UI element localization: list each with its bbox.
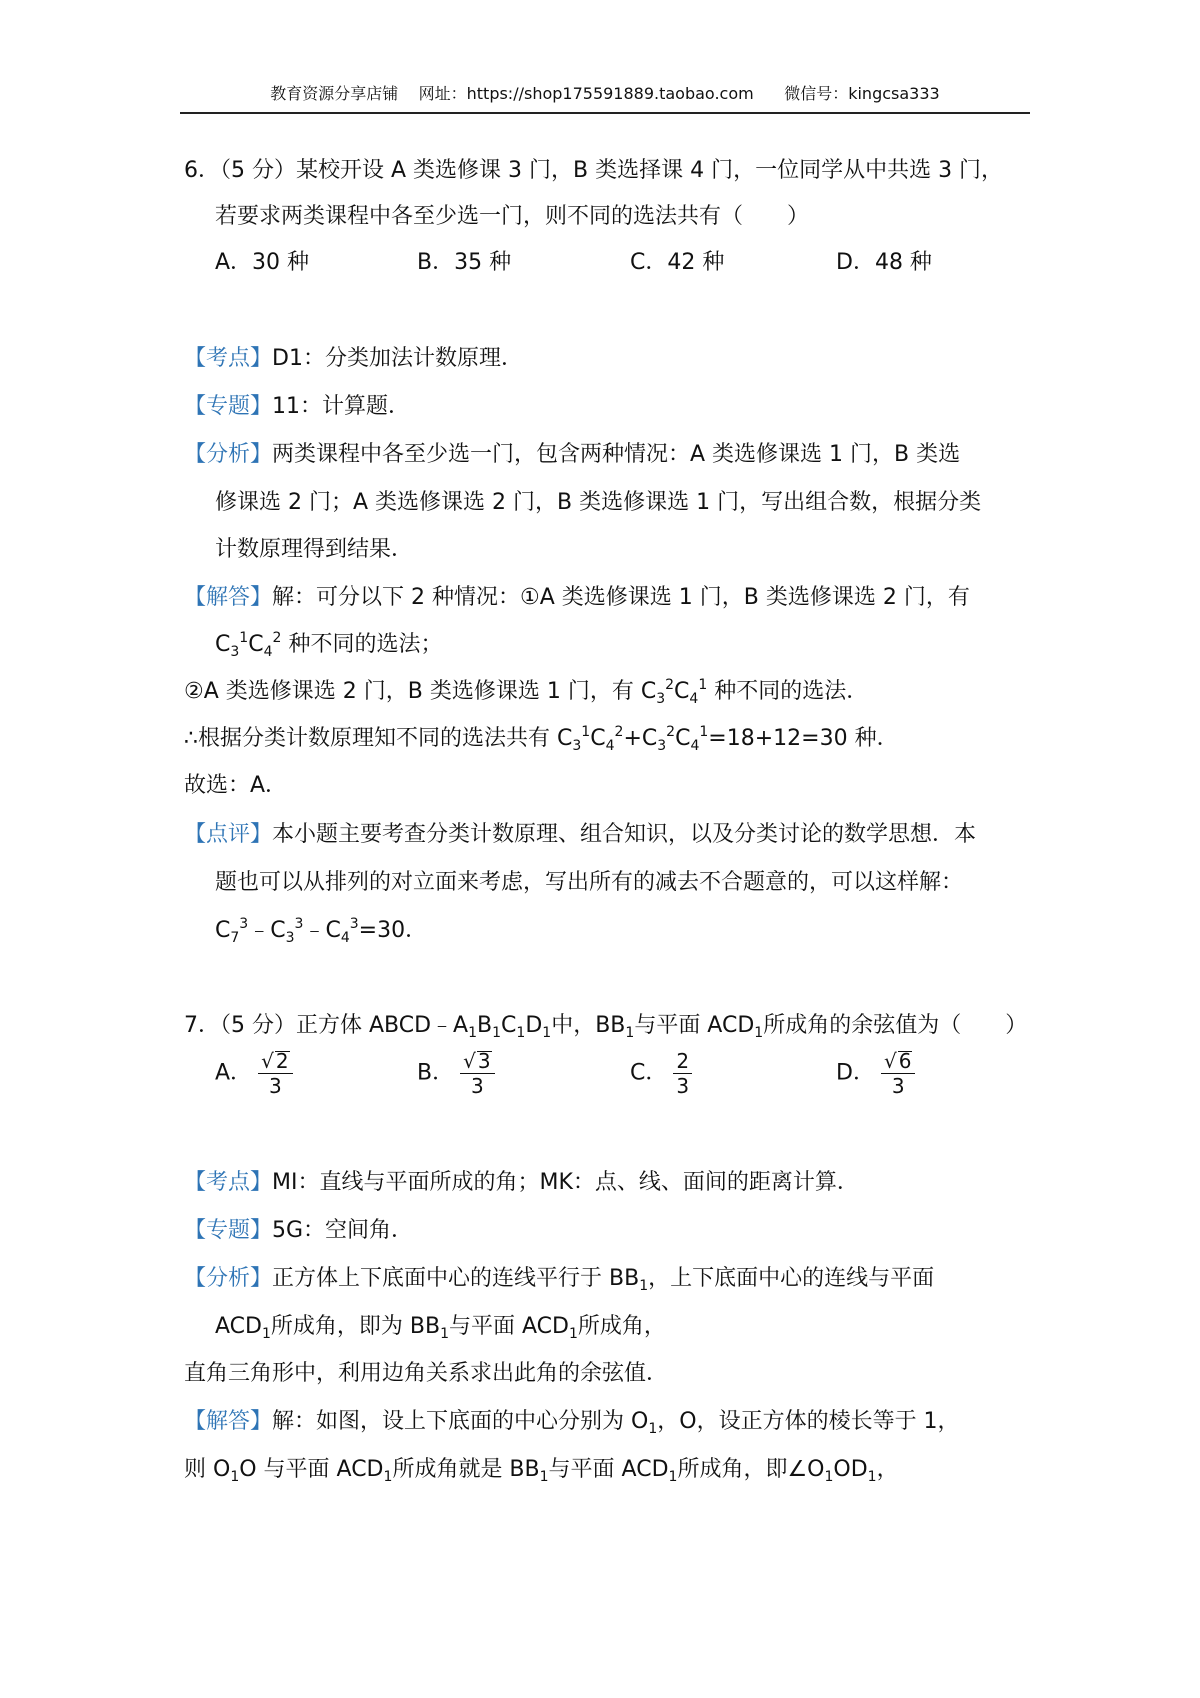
q7-zhuanti: 【专题】5G：空间角．	[184, 1218, 414, 1243]
q6-dianping-line2: 题也可以从排列的对立面来考虑，写出所有的减去不合题意的，可以这样解：	[215, 870, 964, 895]
q6-jieda-line2: $C_3^1C_4^2$ 种不同的选法；	[215, 630, 443, 660]
q6-stem-line2: 若要求两类课程中各至少选一门，则不同的选法共有（ ）	[215, 204, 810, 229]
fenxi-tag: 【分析】	[184, 442, 273, 467]
zhuanti-tag: 【专题】	[184, 1218, 273, 1243]
q6-fenxi-line3: 计数原理得到结果．	[215, 537, 414, 562]
fraction: $\frac{√ 3}{3}$	[460, 1050, 494, 1097]
fraction: $\frac{2}{3}$	[673, 1050, 692, 1097]
q6-kaodian: 【考点】D1：分类加法计数原理．	[184, 346, 523, 371]
page-header	[180, 84, 1030, 114]
q6-jieda-line1: 【解答】解：可分以下 2 种情况：①A 类选修课选 1 门，B 类选修课选 2 门，有	[184, 585, 970, 610]
q7-kaodian: 【考点】MI：直线与平面所成的角；MK：点、线、面间的距离计算．	[184, 1170, 859, 1195]
q6-zhuanti: 【专题】11：计算题．	[184, 394, 411, 419]
q6-dianping-line3: $C_7^3﹣C_3^3﹣C_4^3=30$．	[215, 916, 428, 946]
q6-option-d: D．48 种	[836, 250, 932, 275]
header-wechat: 微信号：kingcsa333	[784, 84, 940, 103]
q7-jieda-line1: 【解答】解：如图，设上下底面的中心分别为 $O_1$，O，设正方体的棱长等于 1，	[184, 1409, 960, 1437]
fenxi-tag: 【分析】	[184, 1266, 273, 1291]
q7-fenxi-line1: 【分析】正方体上下底面中心的连线平行于 $BB_1$，上下底面中心的连线与平面	[184, 1266, 935, 1294]
q6-stem-line1: 6．（5 分）某校开设 A 类选修课 3 门，B 类选择课 4 门，一位同学从中共选 3 门，	[184, 158, 1004, 183]
zhuanti-tag: 【专题】	[184, 394, 273, 419]
q7-option-a: A． $\frac{√ 2}{3}$	[215, 1050, 293, 1097]
q6-dianping-line1: 【点评】本小题主要考查分类计数原理、组合知识，以及分类讨论的数学思想．本	[184, 822, 977, 847]
q7-fenxi-line3: 直角三角形中，利用边角关系求出此角的余弦值．	[184, 1361, 669, 1386]
q6-answer: 故选：A．	[184, 773, 288, 798]
kaodian-tag: 【考点】	[184, 1170, 273, 1195]
dianping-tag: 【点评】	[184, 822, 273, 847]
q7-option-d: D． $\frac{√ 6}{3}$	[836, 1050, 915, 1097]
q7-stem: 7．（5 分）正方体 $ABCD﹣A_1B_1C_1D_1$中，$BB_1$与平面 $ACD_1$所成角的余弦值为（ ）	[184, 1013, 1028, 1041]
jieda-tag: 【解答】	[184, 1409, 273, 1434]
fraction: $\frac{√ 2}{3}$	[258, 1050, 292, 1097]
kaodian-tag: 【考点】	[184, 346, 273, 371]
q6-jieda-line3: ②A 类选修课选 2 门，B 类选修课选 1 门，有 $C_3^2C_4^1$ 种不同的选法．	[184, 677, 869, 707]
q7-jieda-line2: 则 $O_1O$ 与平面 $ACD_1$所成角就是 $BB_1$与平面 $ACD_1$所成角，即$\angle O_1OD_1$，	[184, 1457, 899, 1485]
q6-option-c: C．42 种	[630, 250, 725, 275]
header-shop: 教育资源分享店铺	[270, 84, 399, 103]
q6-jieda-line4: ∴根据分类计数原理知不同的选法共有 $C_3^1C_4^2+C_3^2C_4^1=18+12=30$ 种．	[184, 724, 899, 754]
fraction: $\frac{√ 6}{3}$	[881, 1050, 915, 1097]
q7-fenxi-line2: $ACD_1$所成角，即为 $BB_1$与平面 $ACD_1$所成角，	[215, 1314, 666, 1342]
q6-fenxi-line1: 【分析】两类课程中各至少选一门，包含两种情况：A 类选修课选 1 门，B 类选	[184, 442, 961, 467]
q6-fenxi-line2: 修课选 2 门；A 类选修课选 2 门，B 类选修课选 1 门，写出组合数，根据分类	[215, 490, 982, 515]
q7-option-c: C． $\frac{2}{3}$	[630, 1050, 692, 1097]
q7-option-b: B． $\frac{√ 3}{3}$	[417, 1050, 495, 1097]
q6-option-b: B．35 种	[417, 250, 512, 275]
header-url: 网址：https://shop175591889.taobao.com	[418, 84, 754, 103]
jieda-tag: 【解答】	[184, 585, 273, 610]
q6-option-a: A．30 种	[215, 250, 310, 275]
